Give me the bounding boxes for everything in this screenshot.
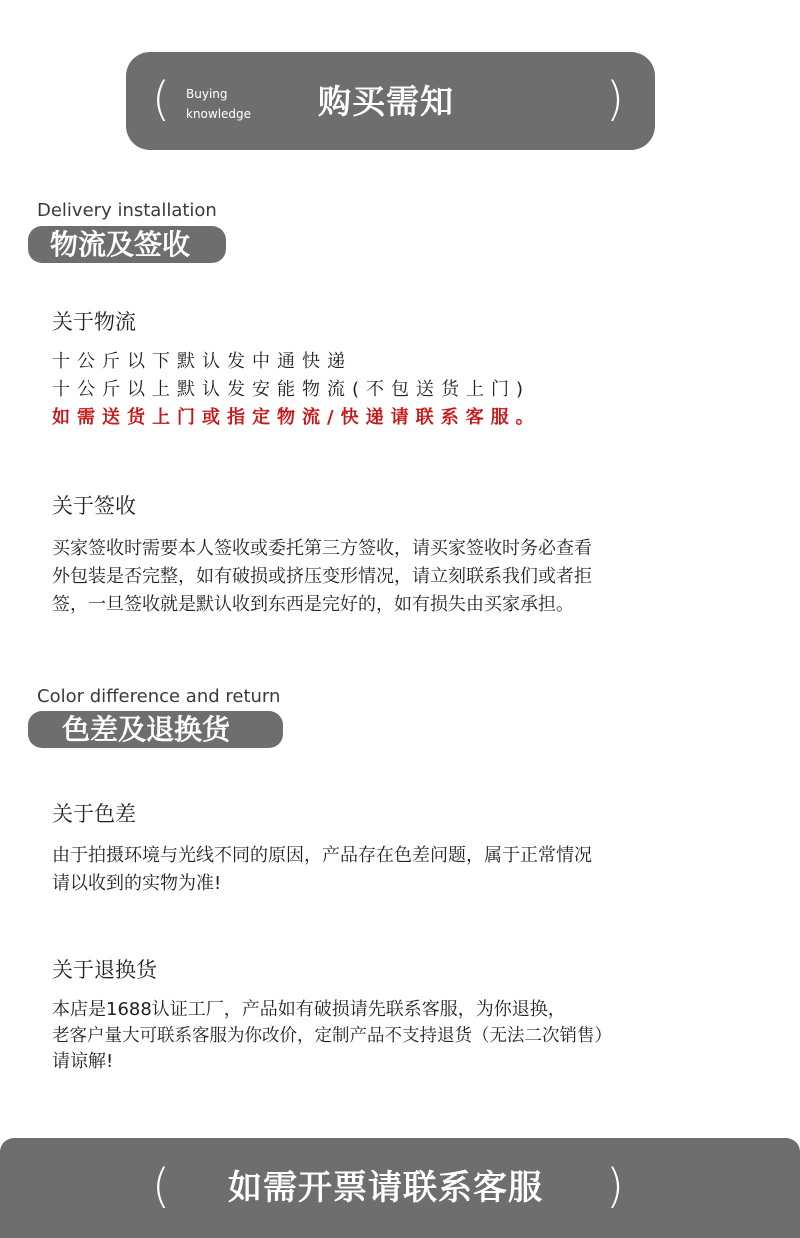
logistics-line-1: 十公斤以下默认发中通快递 (52, 351, 352, 372)
section-delivery-en-label: Delivery installation (37, 200, 217, 221)
header-subtitle-line2: knowledge (186, 107, 252, 121)
color-diff-line-1: 由于拍摄环境与光线不同的原因，产品存在色差问题，属于正常情况 (52, 845, 592, 866)
section-delivery-pill (28, 226, 226, 263)
header-paren-left: ( (152, 72, 170, 126)
page-title: 购买需知 (318, 82, 454, 121)
section-delivery-heading: 物流及签收 (50, 228, 191, 261)
section-color-heading: 色差及退换货 (62, 713, 231, 746)
section-color-en-label: Color difference and return (37, 686, 281, 707)
return-title: 关于退换货 (52, 958, 157, 982)
signing-line-3: 签，一旦签收就是默认收到东西是完好的，如有损失由买家承担。 (52, 594, 574, 615)
logistics-title: 关于物流 (52, 310, 136, 334)
signing-line-1: 买家签收时需要本人签收或委托第三方签收，请买家签收时务必查看 (52, 538, 592, 559)
return-line-1: 本店是1688认证工厂，产品如有破损请先联系客服，为你退换， (52, 999, 566, 1020)
return-line-2: 老客户量大可联系客服为你改价，定制产品不支持退货（无法二次销售） (52, 1026, 612, 1046)
return-line-3: 请谅解! (52, 1051, 114, 1072)
color-diff-title: 关于色差 (52, 802, 136, 826)
header-paren-right: ) (606, 72, 624, 126)
signing-line-2: 外包装是否完整，如有破损或挤压变形情况，请立刻联系我们或者拒 (52, 566, 592, 587)
footer-title: 如需开票请联系客服 (228, 1168, 543, 1208)
logistics-line-2: 十公斤以上默认发安能物流(不包送货上门) (52, 379, 531, 400)
logistics-highlight: 如需送货上门或指定物流/快递请联系客服。 (52, 407, 541, 428)
footer-paren-left: ( (152, 1159, 170, 1213)
header-subtitle-line1: Buying (186, 87, 228, 101)
signing-title: 关于签收 (52, 494, 136, 518)
footer-paren-right: ) (606, 1159, 624, 1213)
header-subtitle (186, 84, 276, 124)
color-diff-line-2: 请以收到的实物为准! (52, 873, 222, 894)
section-color-pill (28, 711, 283, 748)
